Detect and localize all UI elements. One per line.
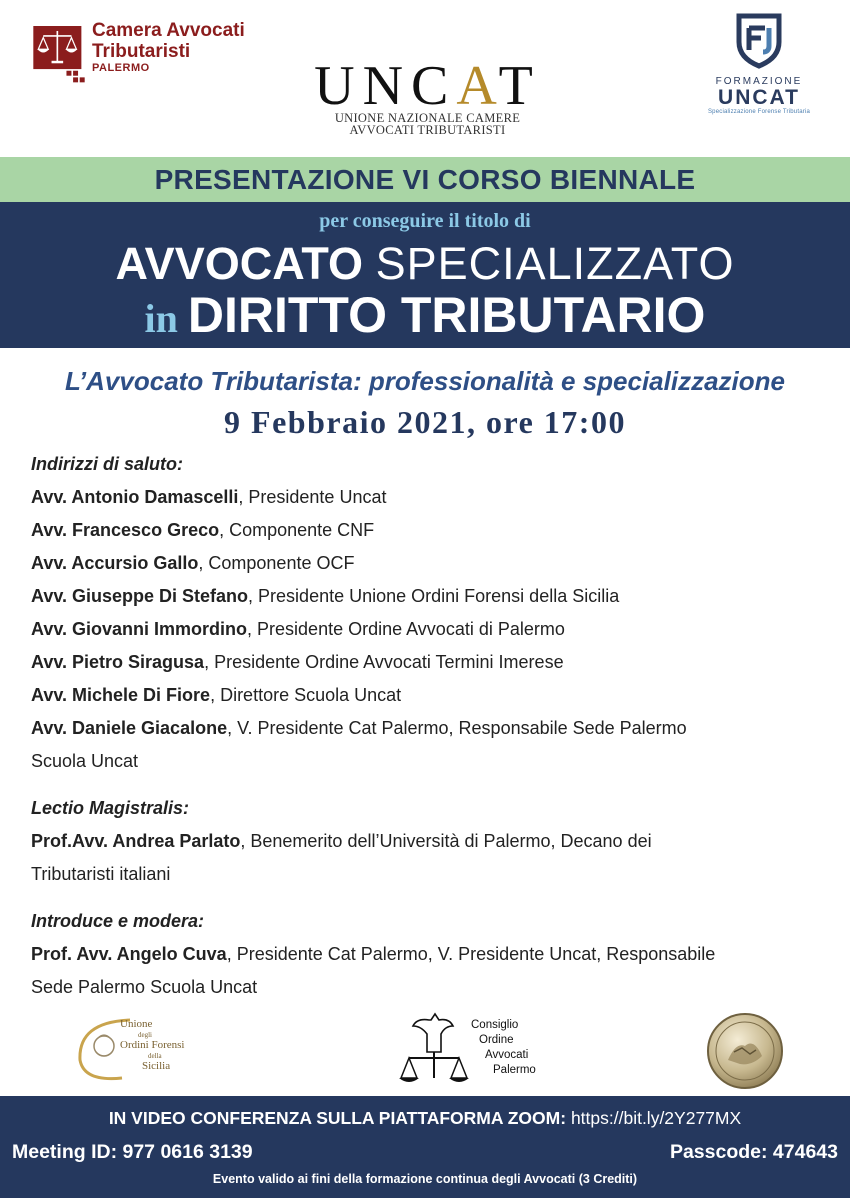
passcode: Passcode: 474643 xyxy=(669,1141,838,1163)
cat-name-line2: Tributaristi xyxy=(92,41,191,62)
speaker-entry: Avv. Antonio Damascelli, Presidente Uncat xyxy=(31,487,387,507)
consiglio-ordine-avvocati-logo xyxy=(395,1012,555,1088)
unione-line: Sicilia xyxy=(142,1060,171,1072)
speaker-entry: Avv. Francesco Greco, Componente CNF xyxy=(31,520,375,540)
camera-avvocati-logo xyxy=(30,18,280,98)
uncat-subtitle-2: AVVOCATI TRIBUTARISTI xyxy=(349,123,506,137)
title-banner xyxy=(0,202,850,348)
uncat-wordmark: UNCAT xyxy=(314,55,541,117)
speaker-entry: Avv. Daniele Giacalone, V. Presidente Cat Palermo, Responsabile Sede Palermo xyxy=(31,718,687,738)
zoom-info xyxy=(0,1108,850,1129)
greetings-heading: Indirizzi di saluto: xyxy=(31,454,183,474)
lectio-speaker-continuation: Tributaristi italiani xyxy=(31,864,171,884)
scales-of-justice-icon xyxy=(30,26,88,84)
cat-name-line1: Camera Avvocati xyxy=(92,20,245,41)
formazione-label: FORMAZIONE xyxy=(715,76,803,87)
speaker-entry: Avv. Giuseppe Di Stefano, Presidente Unione Ordini Forensi della Sicilia xyxy=(31,586,620,606)
consiglio-line: Palermo xyxy=(493,1064,536,1076)
event-topic: L’Avvocato Tributarista: professionalità e specializzazione xyxy=(64,366,785,396)
formazione-name: UNCAT xyxy=(718,86,800,109)
shield-icon xyxy=(735,12,783,70)
unione-line: Ordini Forensi xyxy=(120,1039,185,1051)
speaker-entry: Avv. Michele Di Fiore, Direttore Scuola Uncat xyxy=(31,685,402,705)
program-list xyxy=(31,448,831,1004)
uncat-logo xyxy=(305,55,550,137)
zoom-link[interactable]: https://bit.ly/2Y277MX xyxy=(570,1108,742,1128)
banner-title-line2: in DIRITTO TRIBUTARIO xyxy=(144,287,706,343)
speaker-entry-continuation: Scuola Uncat xyxy=(31,751,139,771)
presentation-banner xyxy=(0,157,850,202)
banner-title-line1: AVVOCATO SPECIALIZZATO xyxy=(115,238,735,289)
event-date: 9 Febbraio 2021, ore 17:00 xyxy=(224,404,626,440)
video-conference-footer xyxy=(0,1096,850,1198)
unione-line: degli xyxy=(138,1031,152,1039)
formazione-uncat-logo xyxy=(700,12,818,115)
moderator-heading: Introduce e modera: xyxy=(31,911,205,931)
consiglio-line: Ordine xyxy=(479,1034,514,1046)
speaker-entry: Avv. Accursio Gallo, Componente OCF xyxy=(31,553,355,573)
speaker-entry: Avv. Pietro Siragusa, Presidente Ordine Avvocati Termini Imerese xyxy=(31,652,564,672)
consiglio-line: Avvocati xyxy=(485,1049,529,1061)
eagle-scales-icon xyxy=(395,1012,473,1088)
unione-line: Unione xyxy=(120,1018,153,1030)
unione-line: della xyxy=(148,1052,162,1060)
unione-ordini-forensi-logo xyxy=(70,1012,220,1084)
meeting-id: Meeting ID: 977 0616 3139 xyxy=(12,1141,253,1163)
lectio-speaker: Prof.Avv. Andrea Parlato, Benemerito dell’Università di Palermo, Decano dei xyxy=(31,831,652,851)
banner-subtitle: per conseguire il titolo di xyxy=(319,210,531,232)
presentation-title: PRESENTAZIONE VI CORSO BIENNALE xyxy=(154,163,696,195)
cat-city: PALERMO xyxy=(92,62,150,74)
consiglio-line: Consiglio xyxy=(471,1019,519,1031)
moderator-speaker-continuation: Sede Palermo Scuola Uncat xyxy=(31,977,258,997)
credits-note: Evento valido ai fini della formazione continua degli Avvocati (3 Crediti) xyxy=(212,1172,638,1186)
uncat-subtitle-1: UNIONE NAZIONALE CAMERE xyxy=(334,111,521,125)
lectio-heading: Lectio Magistralis: xyxy=(31,798,190,818)
formazione-tagline: Specializzazione Forense Tributaria xyxy=(707,109,811,115)
speaker-entry: Avv. Giovanni Immordino, Presidente Ordine Avvocati di Palermo xyxy=(31,619,565,639)
zoom-label: IN VIDEO CONFERENZA SULLA PIATTAFORMA ZOOM: xyxy=(108,1108,567,1128)
moderator-speaker: Prof. Avv. Angelo Cuva, Presidente Cat Palermo, V. Presidente Uncat, Responsabile xyxy=(31,944,716,964)
palermo-bar-seal-icon xyxy=(706,1012,784,1090)
